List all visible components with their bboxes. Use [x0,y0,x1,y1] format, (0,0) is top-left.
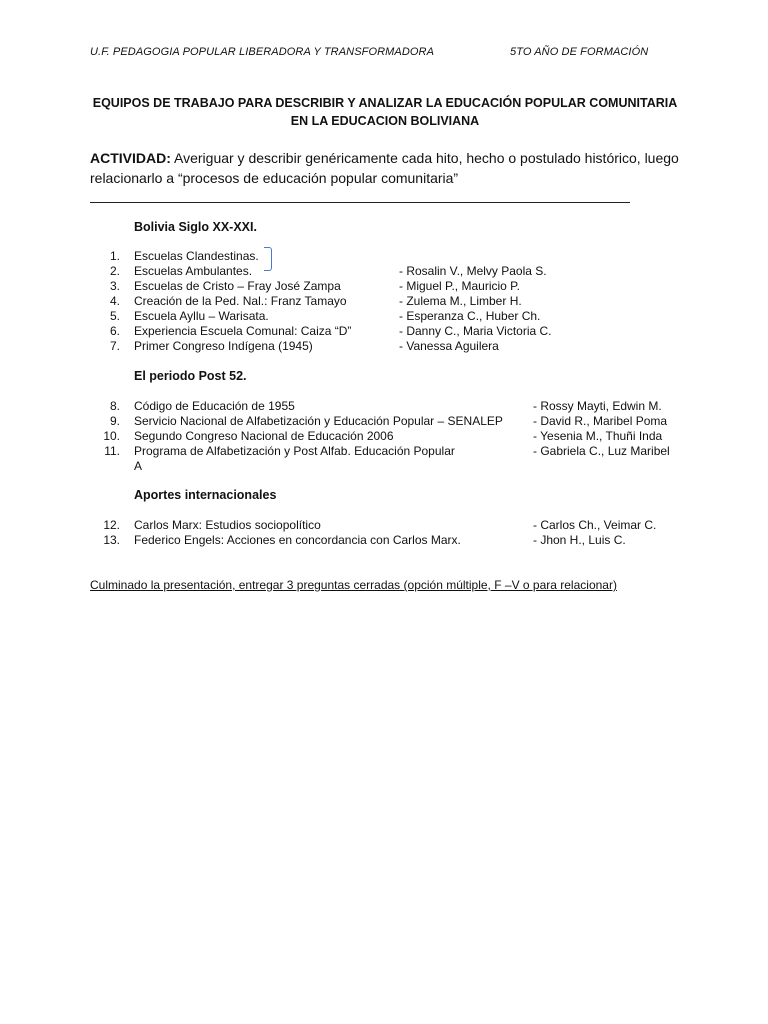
item-text: Programa de Alfabetización y Post Alfab. Educación Popular [134,444,455,458]
item-text: Servicio Nacional de Alfabetización y Educación Popular – SENALEP [134,414,503,428]
activity-label: ACTIVIDAD: [90,150,171,166]
list-item [0,518,768,533]
list-item [0,249,768,264]
item-number: 5. [109,309,120,323]
item-text: Segundo Congreso Nacional de Educación 2006 [134,429,394,443]
item-team: - Miguel P., Mauricio P. [399,279,520,293]
activity-paragraph [90,148,690,188]
list-item [0,309,768,324]
item-team: - Jhon H., Luis C. [533,533,626,547]
list-item [0,429,768,444]
list-post52 [0,399,768,474]
item-text: Carlos Marx: Estudios sociopolítico [134,518,321,532]
item-text: Código de Educación de 1955 [134,399,295,413]
section-title-bolivia: Bolivia Siglo XX-XXI. [134,220,257,234]
item-number: 6. [109,324,120,338]
item-team: - Rossy Mayti, Edwin M. [533,399,662,413]
list-item [0,279,768,294]
item-text: Primer Congreso Indígena (1945) [134,339,313,353]
item-text: Escuela Ayllu – Warisata. [134,309,269,323]
header-year: 5TO AÑO DE FORMACIÓN [510,46,649,58]
item-team: - Danny C., Maria Victoria C. [399,324,552,338]
item-number: 9. [109,414,120,428]
section-title-post52: El periodo Post 52. [134,369,247,383]
item-number: 10. [103,429,120,443]
list-item [0,294,768,309]
list-international [0,518,768,548]
item-number: 1. [109,249,120,263]
item-team: - Rosalin V., Melvy Paola S. [399,264,547,278]
list-item-continuation [0,459,768,474]
list-item [0,533,768,548]
list-item [0,444,768,459]
item-team: - Carlos Ch., Veimar C. [533,518,657,532]
title-line-2: EN LA EDUCACION BOLIVIANA [290,114,480,128]
page-header [90,46,650,58]
list-item [0,339,768,354]
item-team: - Gabriela C., Luz Maribel [533,444,670,458]
separator-line [90,202,630,203]
list-item [0,414,768,429]
list-bolivia [0,249,768,354]
item-text: Escuelas Ambulantes. [134,264,253,278]
item-text: Escuelas Clandestinas. [134,249,259,263]
item-team: - Esperanza C., Huber Ch. [399,309,541,323]
item-text: Creación de la Ped. Nal.: Franz Tamayo [134,294,347,308]
item-text: Escuelas de Cristo – Fray José Zampa [134,279,341,293]
item-text: Federico Engels: Acciones en concordancia con Carlos Marx. [134,533,461,547]
activity-text: Averiguar y describir genéricamente cada hito, hecho o postulado histórico, luego relacionarlo a “procesos de educación popular comunitaria” [90,150,679,186]
list-item [0,264,768,279]
document-title [70,94,700,130]
item-text-continuation: A [134,459,143,473]
item-team: - David R., Maribel Poma [533,414,668,428]
title-line-1: EQUIPOS DE TRABAJO PARA DESCRIBIR Y ANALIZAR LA EDUCACIÓN POPULAR COMUNITARIA [92,96,678,110]
item-team: - Zulema M., Limber H. [399,294,522,308]
header-unit: U.F. PEDAGOGIA POPULAR LIBERADORA Y TRANSFORMADORA [90,46,435,58]
item-number: 11. [104,444,120,458]
list-item [0,324,768,339]
list-item [0,399,768,414]
item-number: 2. [109,264,120,278]
footer-instruction: Culminado la presentación, entregar 3 preguntas cerradas (opción múltiple, F –V o para relacionar) [90,578,617,592]
section-title-international: Aportes internacionales [134,488,277,502]
item-number: 3. [109,279,120,293]
item-text: Experiencia Escuela Comunal: Caiza “D” [134,324,352,338]
item-team: - Yesenia M., Thuñi Inda [533,429,663,443]
item-number: 8. [109,399,120,413]
item-team: - Vanessa Aguilera [399,339,499,353]
item-number: 13. [103,533,120,547]
item-number: 4. [109,294,120,308]
item-number: 12. [103,518,120,532]
item-number: 7. [109,339,120,353]
